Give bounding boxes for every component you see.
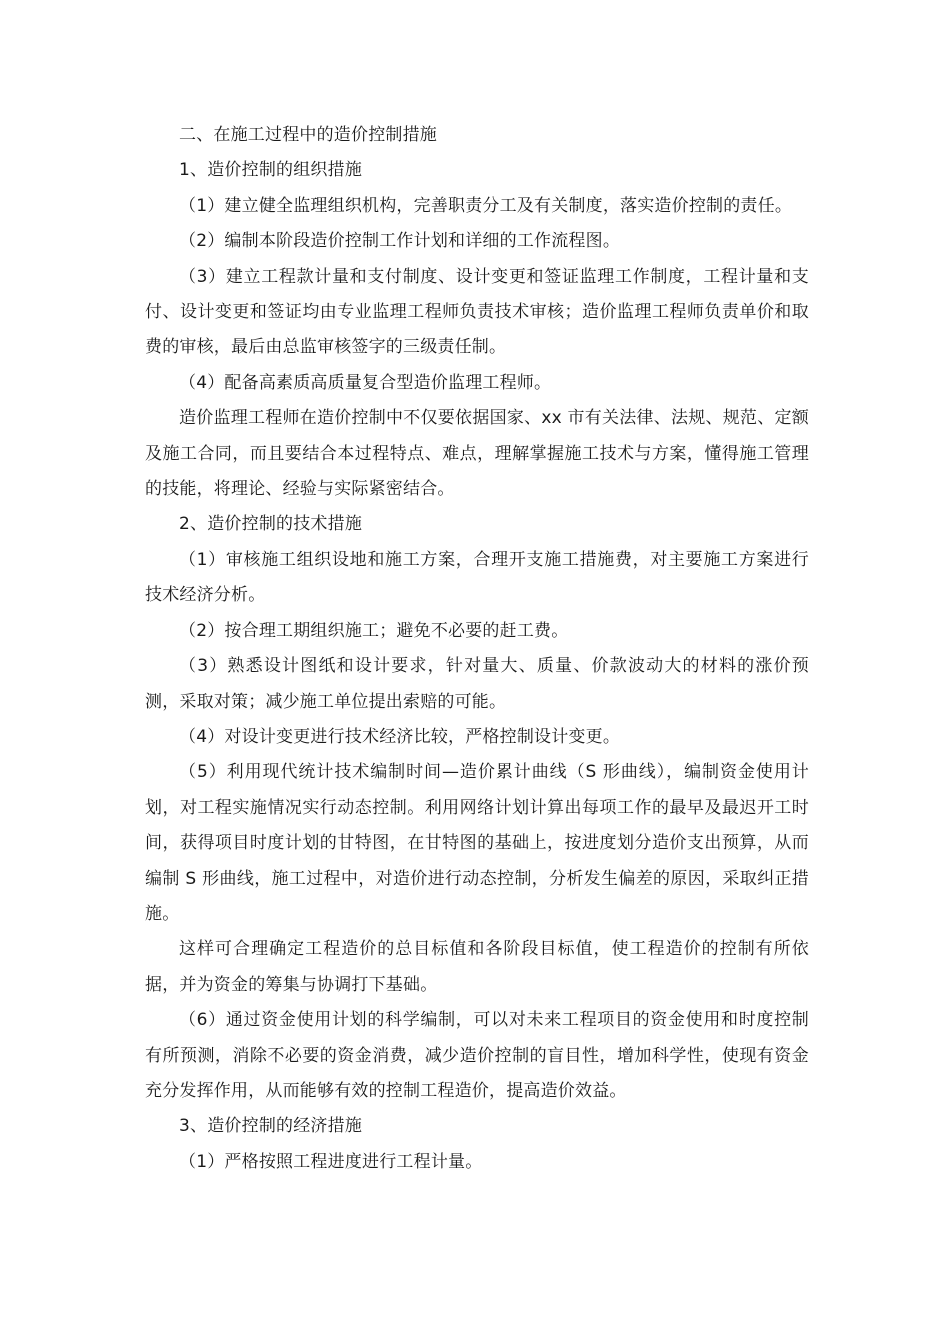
paragraph-tech-item-1: （1）审核施工组织设地和施工方案，合理开支施工措施费，对主要施工方案进行技术经济分析。 <box>145 549 809 606</box>
section-heading-construction-cost-control: 二、在施工过程中的造价控制措施 <box>179 125 437 145</box>
paragraph-tech-item-6: （6）通过资金使用计划的科学编制，可以对未来工程项目的资金使用和时度控制有所预测，消除不必要的资金消费，减少造价控制的盲目性，增加科学性，使现有资金充分发挥作用，从而能够有效的控制工程造价，提高造价效益。 <box>145 1010 809 1101</box>
document-page <box>145 118 809 1180</box>
subsection-heading-economic-measures: 3、造价控制的经济措施 <box>179 1116 363 1137</box>
paragraph-tech-item-3: （3）熟悉设计图纸和设计要求，针对量大、质量、价款波动大的材料的涨价预测，采取对策；减少施工单位提出索赔的可能。 <box>145 656 809 712</box>
paragraph-target-values: 这样可合理确定工程造价的总目标值和各阶段目标值，使工程造价的控制有所依据，并为资金的筹集与协调打下基础。 <box>145 939 809 995</box>
paragraph-org-item-2: （2）编制本阶段造价控制工作计划和详细的工作流程图。 <box>179 231 621 252</box>
paragraph-org-item-4: （4）配备高素质高质量复合型造价监理工程师。 <box>179 372 552 393</box>
paragraph-tech-item-5: （5）利用现代统计技术编制时间—造价累计曲线（S 形曲线），编制资金使用计划，对工程实施情况实行动态控制。利用网络计划计算出每项工作的最早及最迟开工时间，获得项目时度计划的甘特图，在甘特图的基础上，按进度划分造价支出预算，从而编制 S 形曲线，施工过程中，对造价进行动态控制，分析发生偏差的原因，采取纠正措施。 <box>145 762 809 924</box>
subsection-heading-organizational-measures: 1、造价控制的组织措施 <box>179 160 363 181</box>
paragraph-tech-item-2: （2）按合理工期组织施工；避免不必要的赶工费。 <box>179 620 569 641</box>
paragraph-org-item-3: （3）建立工程款计量和支付制度、设计变更和签证监理工作制度，工程计量和支付、设计变更和签证均由专业监理工程师负责技术审核；造价监理工程师负责单价和取费的审核，最后由总监审核签字的三级责任制。 <box>145 266 809 358</box>
paragraph-econ-item-1: （1）严格按照工程进度进行工程计量。 <box>179 1151 483 1172</box>
paragraph-engineer-requirements: 造价监理工程师在造价控制中不仅要依据国家、xx 市有关法律、法规、规范、定额及施工合同，而且要结合本过程特点、难点，理解掌握施工技术与方案，懂得施工管理的技能，将理论、经验与实际紧密结合。 <box>145 408 809 500</box>
paragraph-tech-item-4: （4）对设计变更进行技术经济比较，严格控制设计变更。 <box>179 726 621 747</box>
paragraph-org-item-1: （1）建立健全监理组织机构，完善职责分工及有关制度，落实造价控制的责任。 <box>179 195 793 216</box>
subsection-heading-technical-measures: 2、造价控制的技术措施 <box>179 514 363 535</box>
